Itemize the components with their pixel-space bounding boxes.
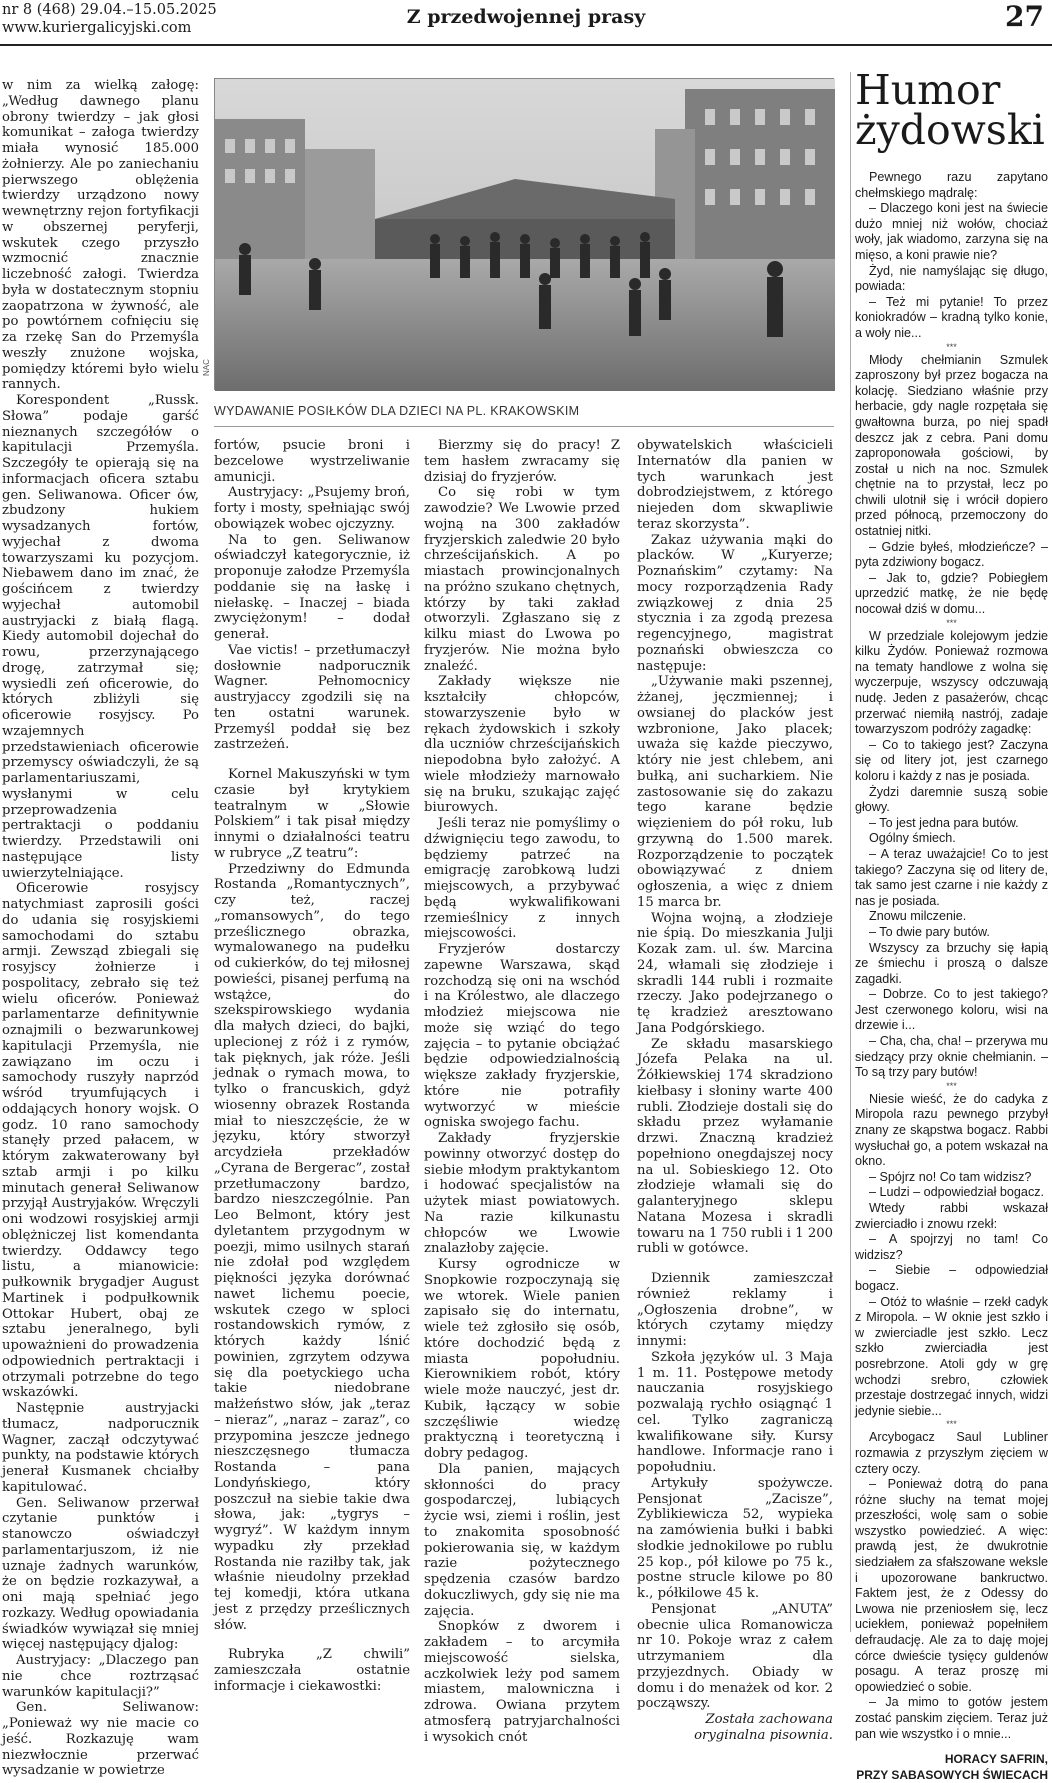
article-column-3	[424, 438, 620, 1745]
joke-paragraph: – Siebie – odpowiedział bogacz.	[855, 1263, 1048, 1293]
joke-separator: ***	[946, 1419, 957, 1430]
joke-separator: ***	[946, 1080, 957, 1091]
joke-paragraph: Żyd, nie namyślając się długo, powiada:	[855, 263, 1048, 294]
joke-paragraph: Pewnego razu zapytano chełmskiego mądralę:	[855, 170, 1048, 200]
paragraph: Jeśli teraz nie pomyślimy o dźwignięciu tego zawodu, to będziemy patrzeć na emigrację zarobkową ludzi miejscowych, a przybywać będą wykwalifikowani rzemieślnicy z innych miejscowości.	[424, 816, 620, 942]
joke-paragraph: – Ja mimo to gotów jestem zostać panskim zięciem. Teraz już pan wie wszystko i o mnie...	[855, 1695, 1048, 1741]
joke-paragraph: – Ponieważ dotrą do pana różne słuchy na temat mojej przeszłości, wolę sam o sobie wszystko powiedzieć. A więc: prawdą jest, że dwukrotnie siedziałem za sfałszowane weksle i upozorowane bankructwo. Faktem jest, że z Odessy do Lwowa nie przeniosłem się, lecz uciekłem, ponieważ popełniłem defraudację. Ale za to daję mojej córce dwieście tysięcy guldenów posagu. A teraz proszę mi opowiedzieć o sobie.	[855, 1477, 1048, 1694]
joke-paragraph: – Dobrze. Co to jest takiego? Jest czerwonego koloru, wisi na drzewie i...	[855, 987, 1048, 1033]
spelling-note: Została zachowana oryginalna pisownia.	[694, 1712, 833, 1743]
humor-heading-line-1: Humor	[855, 66, 1001, 114]
author-signature	[855, 1752, 1048, 1783]
column-divider	[850, 72, 851, 1632]
archival-photo	[214, 78, 834, 390]
paragraph: „Używanie maki pszennej, żżanej, jęczmiennej; i owsianej do placków jest wzbronione, Jako placek; uważa się każde pieczywo, który nie jest chlebem, ani bułką, ani sucharkiem. Nie zastosowanie się do zakazu tego karane będzie więzieniem do pół roku, lub grzywną do 1.500 marek. Rozporządzenie to początek obowiązywać z dniem ogłoszenia, a więc z dniem 15 marca br.	[637, 674, 833, 910]
paragraph: Co się robi w tym zawodzie? We Lwowie przed wojną na 300 zakładów fryzjerskich zaledwie 20 było chrześcijańskich. A po miastach prowincjonalnych na próżno szukano chętnych, którzy by taki zakład otworzyli. Zgłaszano się z kilku miast do Lwowa po fryzjerów. Nie można było znaleźć.	[424, 485, 620, 674]
photo-caption: WYDAWANIE POSIŁKÓW DLA DZIECI NA PL. KRAKOWSKIM	[214, 404, 580, 418]
section-title: Z przedwojennej prasy	[406, 6, 646, 28]
paragraph: w nim za wielką załogę: „Według dawnego planu obrony twierdzy – jak głosi komunikat – załoga twierdzy miała wynosić 185.000 żołnierzy. Ale po zaniechaniu pierwszego oblężenia twierdzy urządzono nowy wewnętrzny rejon fortyfikacji w obszernej peryferji, wskutek czego przyszło wzmocnić znacznie liczebność załogi. Twierdza była w dostatecznym stopniu zaopatrzona w żywność, ale po powtórnem cofnięciu się za rzekę San do Przemyśla weszły znużone wojska, pomiędzy któremi było wielu rannych.	[2, 78, 199, 393]
article-column-4	[637, 438, 833, 1743]
joke-paragraph: Wtedy rabbi wskazał zwierciadło i znowu rzekł:	[855, 1201, 1048, 1231]
page-header	[0, 0, 1052, 46]
joke-paragraph: – Gdzie byłeś, młodzieńcze? – pyta zdziwiony bogacz.	[855, 539, 1048, 570]
joke-paragraph: – Dlaczego koni jest na świecie dużo mniej niż wołów, chociaż woły, jak wiadomo, zarzyna się na mięso, a koni prawie nie?	[855, 201, 1048, 262]
website-url[interactable]: www.kuriergalicyjski.com	[2, 20, 192, 36]
humor-heading-line-2: żydowski	[855, 106, 1045, 154]
joke-paragraph: – To dwie pary butów.	[869, 924, 990, 939]
humor-column	[855, 170, 1048, 1782]
paragraph: Na to gen. Seliwanow oświadczył kategorycznie, iż proponuje załodze Przemyśla poddanie się na łaskę i niełaskę. – Inaczej – biada zwyciężonym! – dodał generał.	[214, 532, 410, 642]
paragraph: Ze składu masarskiego Józefa Pelaka na ul. Żółkiewskiej 174 skradziono kiełbasy i słoniny warte 400 rubli. Złodzieje dostali się do składu przez wyłamanie drzwi. Znaczną kradzież popełniono onegdajszej nocy na ul. Sobieskiego 12. Oto złodzieje włamali się do galanteryjnego sklepu Natana Mozesa i skradli towaru na 1 750 rubli i 1 200 rubli w gotówce.	[637, 1036, 833, 1257]
paragraph: Następnie austryjacki tłumacz, nadporucznik Wagner, zaczął odczytywać punkty, na podstawie których jenerał Kusmanek chciałby kapitulować.	[2, 1401, 199, 1495]
joke-paragraph: Młody chełmianin Szmulek zaproszony był przez bogacza na kolację. Siedziano właśnie przy herbacie, gdy nagle rozpętała się gwałtowna burza, po niej spadł deszcz jak z cebra. Pani domu zaproponowała gościowi, by został u nich na noc. Szmulek chętnie na to przystał, lecz po chwili ulotnił się i wrócił dopiero przed północą, przemoczony do ostatniej nitki.	[855, 352, 1048, 539]
joke-paragraph: Wszyscy za brzuchy się łapią ze śmiechu i proszą o dalsze zagadki.	[855, 940, 1048, 986]
paragraph: Snopków z dworem i zakładem – to arcymiła miejscowość sielska, aczkolwiek leży pod samem miastem, malowniczna i zdrowa. Owiana przytem atmosferą patryjarchalności i wysokich cnót	[424, 1619, 620, 1745]
paragraph: Bierzmy się do pracy! Z tem hasłem zwracamy się dzisiaj do fryzjerów.	[424, 438, 620, 485]
joke-paragraph: – Co to takiego jest? Zaczyna się od litery jot, jest czarnego koloru i każdy z nas je posiada.	[855, 737, 1048, 783]
paragraph: Austryjacy: „Dlaczego pan nie chce roztrząsać warunków kapitulacji?”	[2, 1653, 199, 1700]
paragraph: Szkoła języków ul. 3 Maja 1 m. 11. Postępowe metody nauczania rosyjskiego pozwalają rychło osiągnąć 1 cel. Tylko zagraniczą kwalifikowane siły. Kursy handlowe. Informacje rano i popołudniu.	[637, 1349, 833, 1475]
joke-paragraph: Znowu milczenie.	[869, 909, 967, 924]
paragraph: Fryzjerów dostarczy zapewne Warszawa, skąd rozchodzą się oni na wschód i na Królestwo, ale dlaczego młodzież miejscowa nie może się wziąć do tego zajęcia – to pytanie obciążać będzie odpowiedzialnością większe zakłady fryzjerskie, które nie potrafiły wytworzyć w mieście ogniska swojego fachu.	[424, 942, 620, 1131]
author-name: HORACY SAFRIN,	[944, 1752, 1048, 1767]
photo-image	[215, 79, 835, 391]
paragraph: Wojna wojną, a złodzieje nie śpią. Do mieszkania Julji Kozak zam. ul. św. Marcina 24, włamali się złodzieje i skradli 144 rubli i rozmaite rzeczy. Jako podejrzanego o tę kradzież aresztowano Jana Podgórskiego.	[637, 910, 833, 1036]
joke-paragraph: – A spojrzyj no tam! Co widzisz?	[855, 1232, 1048, 1262]
joke-paragraph: – A teraz uważajcie! Co to jest takiego? Zaczyna się od litery de, tak samo jest czarne i nie każdy z nas je posiada.	[855, 846, 1048, 908]
article-column-1	[2, 78, 199, 1779]
joke-separator: ***	[946, 341, 957, 352]
joke-separator: ***	[946, 617, 957, 628]
paragraph: Vae victis! – przetłumaczył dosłownie nadporucznik Wagner. Pełnomocnicy austryjaccy zgodzili się na ten ostatni warunek. Przemyśl poddał się bez zastrzeżeń.	[214, 642, 410, 753]
photo-credit: NAC	[202, 359, 211, 376]
paragraph: Oficerowie rosyjscy natychmiast zaprosili gości do udania się rosyjskiemi samochodami do sztabu armji. Zewsząd zbiegali się rosyjscy żołnierze i pospolitacy, zebrało się też wielu oficerów. Ponieważ parlamentarze definitywnie oznajmili o bezwarunkowej kapitulacji Przemyśla, nie zawiązano im oczu i samochody ruszyły naprzód wśród tryumfujących i oddających honory wojsk. O godz. 10 rano samochody stanęły przed pałacem, w którym zakwaterowany był sztab armji i po kilku minutach generał Seliwanow przyjął Austryjaków. Wręczyli oni wodzowi rosyjskiej armji oblężniczej list komendanta twierdzy. Oddawcy tego listu, a mianowicie: pułkownik brygadjer August Martinek i podpułkownik Ottokar Hubert, obaj ze sztabu jeneralnego, byli upoważnieni do prowadzenia odpowiednich pertraktacji i otrzymali potrzebne do tego wskazówki.	[2, 881, 199, 1401]
paragraph: Kursy ogrodnicze w Snopkowie rozpoczynają się we wtorek. Wiele panien zapisało się do internatu, wiele też zgłosiło się osób, które dochodzić będą z miasta popołudniu. Kierownikiem robót, który wiele może nauczyć, jest dr. Kubik, łączący w sobie szczęśliwie wiedzę praktyczną i teoretyczną i dobry pedagog.	[424, 1257, 620, 1461]
humor-heading	[855, 66, 1050, 154]
joke-paragraph: – Otóż to właśnie – rzekł cadyk z Miropola. – W oknie jest szkło i w zwierciadle jest szkło. Lecz szkło zwierciadła jest posrebrzone. Atoli gdy w grę wchodzi srebro, człowiek przestaje dostrzegać innych, widzi jedynie siebie...	[855, 1294, 1048, 1418]
source-title: PRZY SABASOWYCH ŚWIECACH	[856, 1767, 1048, 1782]
joke-paragraph: – Spójrz no! Co tam widzisz?	[869, 1169, 1032, 1184]
joke-paragraph: Żydzi daremnie suszą sobie głowy.	[855, 784, 1048, 815]
joke-paragraph: Niesie wieść, że do cadyka z Miropola razu pewnego przybył znany ze skąpstwa bogacz. Rabbi wysłuchał go, a potem wskazał na okno.	[855, 1091, 1048, 1169]
joke-paragraph: – Też mi pytanie! To przez koniokradów – kradną tylko konie, a woły nie...	[855, 294, 1048, 340]
caption-rule	[214, 426, 834, 427]
paragraph: Dla panien, mających skłonności do pracy gospodarczej, lubiących życie wsi, ziemi i roślin, jest to znakomita sposobność pokierowania się, w każdym razie pożytecznego spędzenia czasów bardzo dokuczliwych, gdy się nie ma zajęcia.	[424, 1461, 620, 1619]
paragraph: Austryjacy: „Psujemy broń, forty i mosty, spełniając swój obowiązek wobec ojczyzny.	[214, 485, 410, 532]
paragraph: Kornel Makuszyński w tym czasie był krytykiem teatralnym w „Słowie Polskiem” i tak pisał między innymi o działalności teatru w rubryce „Z teatru”:	[214, 767, 410, 861]
paragraph: Zakłady fryzjerskie powinny otworzyć dostęp do siebie młodym praktykantom i hodować specjalistów na użytek miast powiatowych. Na razie kilkunastu chłopców we Lwowie znalazłoby zajęcie.	[424, 1131, 620, 1257]
joke-paragraph: – To jest jedna para butów.	[869, 815, 1019, 830]
paragraph: Artykuły spożywcze. Pensjonat „Zacisze”, Zyblikiewicza 52, wypieka na zamówienia bułki i babki słodkie jednokilowe po rublu 25 kop., pół kilowe po 75 k., postne strucle kilowe po 80 k., półkilowe 45 k.	[637, 1475, 833, 1601]
article-column-2	[214, 438, 410, 1694]
page-number: 27	[1005, 0, 1044, 33]
joke-paragraph: – Jak to, gdzie? Pobiegłem uprzedzić matkę, że nie będę nocował dziś w domu...	[855, 570, 1048, 617]
paragraph: Zakłady większe nie kształciły chłopców, stowarzyszenie było w rękach żydowskich i szkoły dla uczniów chrześcijańskich niepodobna było założyć. A wiele młodzieży marnowało się na bruku, szukając zajęć biurowych.	[424, 674, 620, 816]
joke-paragraph: – Ludzi – odpowiedział bogacz.	[869, 1185, 1045, 1200]
issue-number: nr 8 (468) 29.04.–15.05.2025	[2, 2, 217, 18]
paragraph: Gen. Seliwanow przerwał czytanie punktów i stanowczo oświadczył parlamentarjuszom, iż nie uznaje żadnych warunków, że on będzie rozkazywał, a oni mają spełniać jego rozkazy. Według opowiadania świadków wywiązał się mniej więcej następujący djalog:	[2, 1495, 199, 1653]
paragraph: Korespondent „Russk. Słowa” podaje garść nieznanych szczegółów o kapitulacji Przemyśla. Szczegóły te opierają się na informacjach oficera sztabu gen. Seliwanowa. Oficer ów, zbudzony hukiem wysadzanych fortów, wyjechał z dwoma towarzyszami ku pozycjom. Niebawem dano im znać, że gościńcem z twierdzy wyjechał automobil austryjacki z białą flagą. Kiedy automobil dojechał do rowu, przerzynającego drogę, zatrzymał się; wysiedli zeń oficerowie, do których zbliżyli się oficerowie rosyjscy. Po wzajemnych przedstawieniach oficerowie przemyscy oświadczyli, że są parlamentariuszami, wysłanymi w celu przeprowadzenia pertraktacji o poddaniu twierdzy. Przedstawili oni następujące listy uwierzytelniające.	[2, 393, 199, 881]
paragraph: Gen. Seliwanow: „Ponieważ wy nie macie co jeść. Rozkazuję wam niezwłocznie przerwać wysadzanie w powietrze	[2, 1700, 199, 1779]
joke-paragraph: – Cha, cha, cha! – przerywa mu siedzący przy oknie chełmianin. – To są trzy pary butów!	[855, 1034, 1048, 1080]
joke-paragraph: W przedziale kolejowym jedzie kilku Żydów. Ponieważ rozmowa na tematy handlowe z wolna się wyczerpuje, wszyscy odczuwają nudę. Jeden z pasażerów, chcąc przerwać niemiłą nastrój, zadaje towarzyszom podróży zagadkę:	[855, 628, 1048, 737]
paragraph: Rubryka „Z chwili” zamieszczała ostatnie informacje i ciekawostki:	[214, 1647, 410, 1694]
paragraph: Dziennik zamieszczał również reklamy i „Ogłoszenia drobne”, w których czytamy między innymi:	[637, 1271, 833, 1349]
paragraph: fortów, psucie broni i bezcelowe wystrzeliwanie amunicji.	[214, 438, 410, 485]
paragraph: obywatelskich właścicieli Internatów dla panien w tych warunkach jest dobrodziejstwem, z którego niejeden dom skwapliwie teraz skorzysta”.	[637, 438, 833, 532]
paragraph: Zakaz używania mąki do placków. W „Kuryerze; Poznańskim” czytamy: Na mocy rozporządzenia Rady związkowej z dnia 25 stycznia i za zgodą prezesa regencyjnego, magistrat poznański obwieszcza co następuje:	[637, 532, 833, 674]
joke-paragraph: Ogólny śmiech.	[869, 831, 956, 846]
joke-paragraph: Arcybogacz Saul Lubliner rozmawia z przyszłym zięciem w cztery oczy.	[855, 1430, 1048, 1476]
paragraph: Pensjonat „ANUTA” obecnie ulica Romanowicza nr 10. Pokoje wraz z całem utrzymaniem dla przyjezdnych. Obiady w domu i do menażek od kor. 2 począwszy.	[637, 1601, 833, 1712]
paragraph: Przedziwny do Edmunda Rostanda „Romantycznych”, czy też, raczej „romansowych”, do tego prześlicznego obrazka, wymalowanego na pudełku od cukierków, do tej miłosnej powieści, pisanej perfumą na wstążce, do szekspirowskiego wydania dla małych dzieci, do bajki, uplecionej z róż i z rymów, tak pięknych, jak róże. Jeśli jednak o rymach mowa, to tylko o francuskich, gdyż wiosenny obrazek Rostanda miał to nieszczęście, że w języku, który stworzył arcydzieła przekładów „Cyrana de Bergerac”, został przetłumaczony bardzo, bardzo nieszczególnie. Pan Leo Belmont, który jest dyletantem przygodnym w poezji, mimo usilnych starań nie zdołał pod względem piękności języka dorównać nawet lichemu poecie, wskutek czego w sploci rostandowskich rymów, z których każdy lśnić powinien, zgrzytem odzywa się dla poetyckiego ucha takie niedobrane małżeństwo słów, jak „teraz – nieraz”, „naraz – zaraz”, co przypomina jeszcze jednego nieszczęsnego tłumacza Rostanda – pana Londyńskiego, który poszczuł na siebie takie dwa słowa, jak: „tygrys – wygryź”. W każdym innym wypadku zły przekład Rostanda nie raziłby tak, jak właśnie nieudolny przekład tej komedji, która utkana jest z przędzy prześlicznych słów.	[214, 861, 410, 1633]
